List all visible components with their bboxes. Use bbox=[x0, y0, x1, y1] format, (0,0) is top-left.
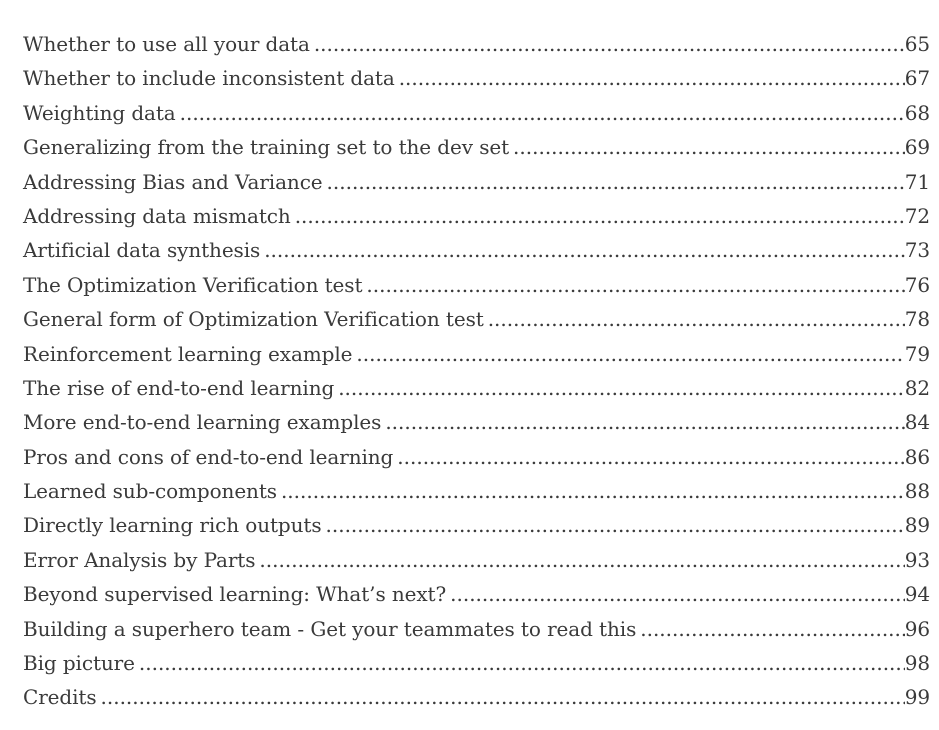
toc-entry[interactable] bbox=[23, 135, 930, 169]
toc-entry-page[interactable]: 94 bbox=[904, 582, 930, 607]
toc-entry-title[interactable]: Reinforcement learning example bbox=[23, 341, 353, 366]
toc-entry[interactable] bbox=[23, 548, 930, 582]
toc-entry[interactable] bbox=[23, 651, 930, 685]
toc-dot-leader bbox=[399, 66, 905, 90]
toc-entry-title[interactable]: General form of Optimization Verification test bbox=[23, 307, 484, 332]
toc-entry-title[interactable]: Generalizing from the training set to the dev set bbox=[23, 135, 510, 160]
toc-entry-page[interactable]: 68 bbox=[904, 100, 930, 125]
toc-dot-leader bbox=[366, 273, 904, 297]
toc-entry-title[interactable]: Addressing data mismatch bbox=[23, 203, 291, 228]
toc-dot-leader bbox=[295, 204, 905, 228]
toc-entry-title[interactable]: Artificial data synthesis bbox=[23, 238, 261, 263]
toc-entry-title[interactable]: Learned sub-components bbox=[23, 479, 277, 504]
toc-entry-title[interactable]: Error Analysis by Parts bbox=[23, 547, 256, 572]
toc-entry-page[interactable]: 67 bbox=[904, 66, 930, 91]
toc-entry-page[interactable]: 71 bbox=[904, 169, 930, 194]
toc-entry-page[interactable]: 69 bbox=[904, 135, 930, 160]
toc-entry-page[interactable]: 99 bbox=[904, 685, 930, 710]
toc-entry-title[interactable]: More end-to-end learning examples bbox=[23, 410, 382, 435]
toc-dot-leader bbox=[488, 307, 905, 331]
toc-entry-page[interactable]: 86 bbox=[904, 444, 930, 469]
toc-entry[interactable] bbox=[23, 479, 930, 513]
toc-entry-title[interactable]: Pros and cons of end-to-end learning bbox=[23, 444, 394, 469]
toc-dot-leader bbox=[180, 101, 905, 125]
toc-entry-page[interactable]: 93 bbox=[904, 547, 930, 572]
toc-dot-leader bbox=[139, 651, 905, 675]
toc-entry-page[interactable]: 78 bbox=[904, 307, 930, 332]
toc-entry-title[interactable]: Whether to use all your data bbox=[23, 32, 310, 56]
toc-entry[interactable] bbox=[23, 273, 930, 307]
table-of-contents bbox=[23, 32, 930, 720]
toc-entry[interactable] bbox=[23, 685, 930, 719]
toc-dot-leader bbox=[101, 685, 905, 709]
toc-dot-leader bbox=[327, 170, 905, 194]
toc-entry-title[interactable]: Addressing Bias and Variance bbox=[23, 169, 323, 194]
toc-entry[interactable] bbox=[23, 617, 930, 651]
toc-dot-leader bbox=[640, 617, 905, 641]
toc-entry-page[interactable]: 89 bbox=[904, 513, 930, 538]
toc-dot-leader bbox=[356, 342, 904, 366]
toc-entry-page[interactable]: 73 bbox=[904, 238, 930, 263]
toc-dot-leader bbox=[264, 238, 905, 262]
toc-entry-page[interactable]: 65 bbox=[904, 32, 930, 56]
toc-entry[interactable] bbox=[23, 307, 930, 341]
toc-entry-page[interactable]: 72 bbox=[904, 203, 930, 228]
toc-dot-leader bbox=[281, 479, 905, 503]
toc-entry[interactable] bbox=[23, 204, 930, 238]
toc-entry-page[interactable]: 82 bbox=[904, 375, 930, 400]
toc-entry-title[interactable]: Building a superhero team - Get your teammates to read this bbox=[23, 616, 637, 641]
toc-entry-title[interactable]: Whether to include inconsistent data bbox=[23, 66, 395, 91]
toc-entry[interactable] bbox=[23, 32, 930, 66]
toc-entry[interactable] bbox=[23, 582, 930, 616]
toc-dot-leader bbox=[385, 410, 904, 434]
toc-dot-leader bbox=[314, 32, 905, 56]
toc-entry-title[interactable]: Weighting data bbox=[23, 100, 176, 125]
toc-entry-title[interactable]: Credits bbox=[23, 685, 97, 710]
toc-entry[interactable] bbox=[23, 445, 930, 479]
toc-dot-leader bbox=[450, 582, 905, 606]
toc-dot-leader bbox=[513, 135, 905, 159]
toc-entry[interactable] bbox=[23, 238, 930, 272]
toc-dot-leader bbox=[326, 513, 905, 537]
toc-entry[interactable] bbox=[23, 342, 930, 376]
toc-entry-page[interactable]: 79 bbox=[904, 341, 930, 366]
toc-entry[interactable] bbox=[23, 66, 930, 100]
toc-entry[interactable] bbox=[23, 410, 930, 444]
toc-entry-page[interactable]: 88 bbox=[904, 479, 930, 504]
toc-entry-page[interactable]: 84 bbox=[904, 410, 930, 435]
toc-entry-title[interactable]: The rise of end-to-end learning bbox=[23, 375, 335, 400]
toc-entry-title[interactable]: Directly learning rich outputs bbox=[23, 513, 322, 538]
toc-entry-title[interactable]: Big picture bbox=[23, 651, 135, 676]
toc-entry-title[interactable]: The Optimization Verification test bbox=[23, 272, 363, 297]
toc-dot-leader bbox=[397, 445, 904, 469]
toc-entry-title[interactable]: Beyond supervised learning: What’s next? bbox=[23, 582, 447, 607]
toc-entry-page[interactable]: 98 bbox=[904, 651, 930, 676]
toc-entry[interactable] bbox=[23, 376, 930, 410]
toc-dot-leader bbox=[338, 376, 905, 400]
toc-dot-leader bbox=[259, 548, 904, 572]
toc-entry[interactable] bbox=[23, 513, 930, 547]
toc-entry[interactable] bbox=[23, 101, 930, 135]
toc-entry-page[interactable]: 96 bbox=[904, 616, 930, 641]
toc-entry-page[interactable]: 76 bbox=[904, 272, 930, 297]
toc-entry[interactable] bbox=[23, 170, 930, 204]
